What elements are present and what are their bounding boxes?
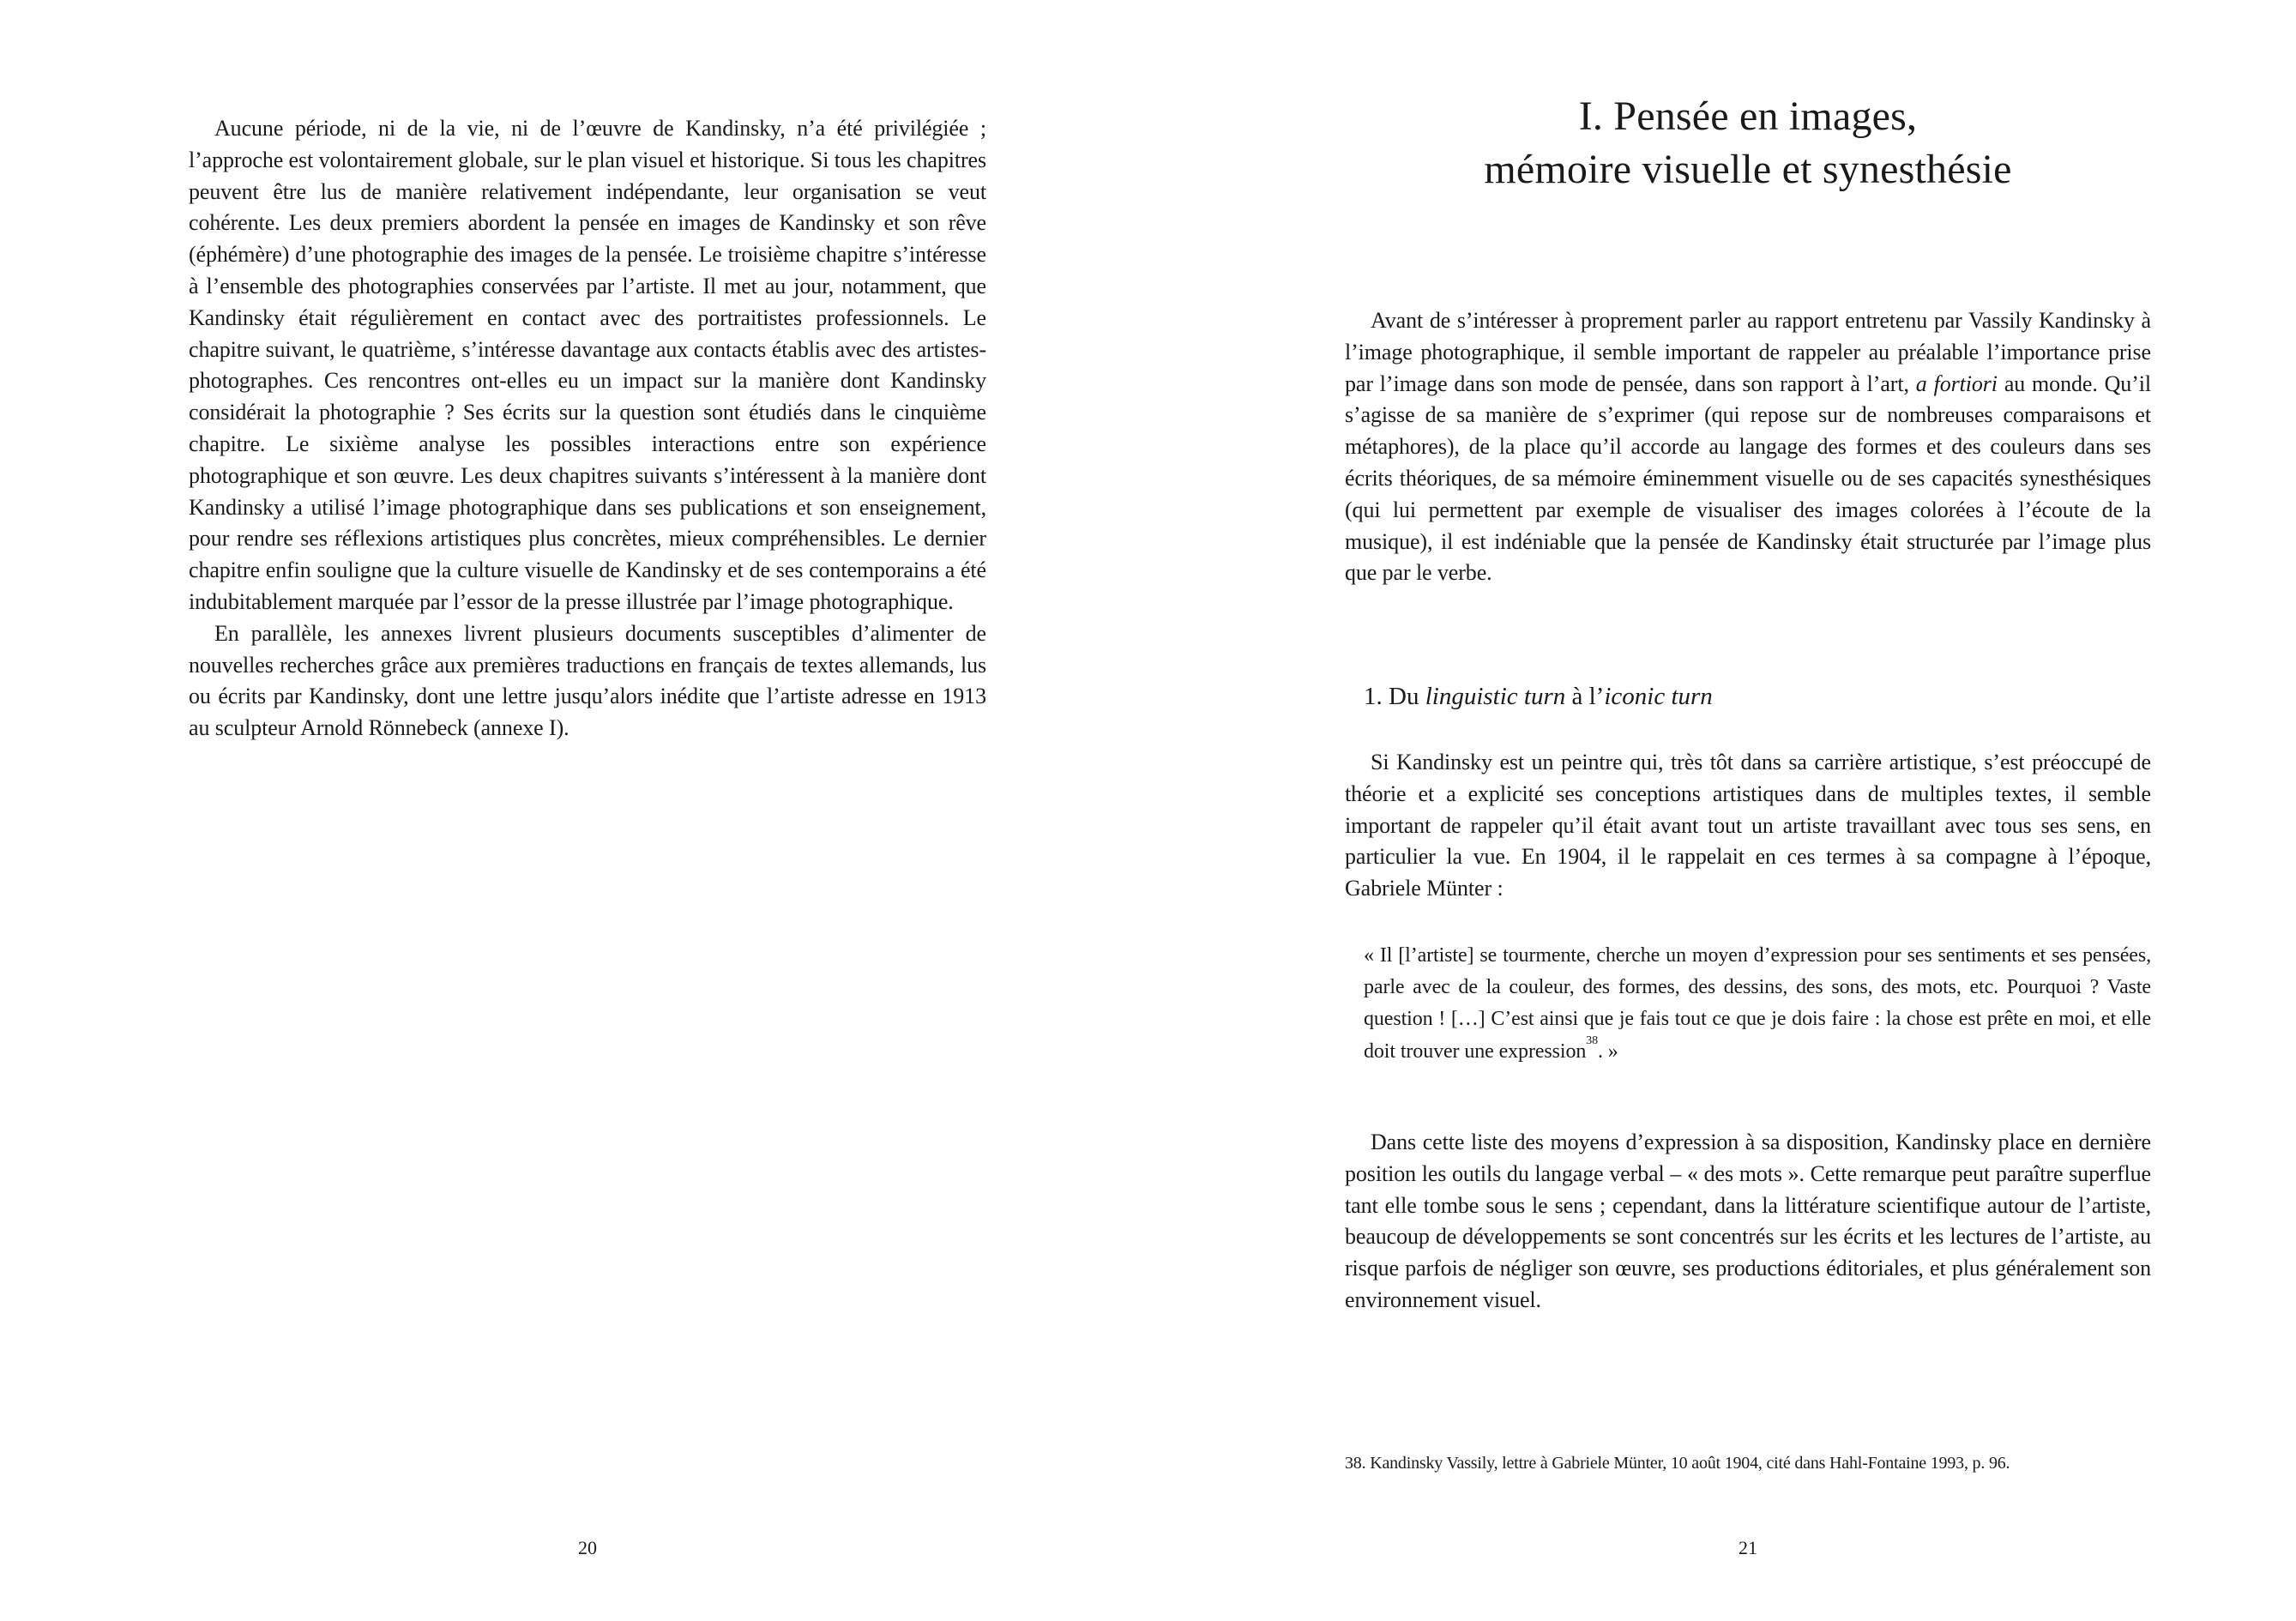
block-quote xyxy=(1364,940,2151,1068)
left-text-block xyxy=(189,113,986,744)
section-heading xyxy=(1345,681,2170,712)
intro-text-before: Avant de s’intéresser à proprement parler au rapport entretenu par Vassily Kandinsky à l’image photographique, il semble important de rappeler au préalable l’importance prise par l’image dans son mode de pensée, dans son rapport à l’art, xyxy=(1345,308,2151,396)
body-paragraph: Aucune période, ni de la vie, ni de l’œuvre de Kandinsky, n’a été privilégiée ; l’approche est volontairement globale, sur le plan visuel et historique. Si tous les chapitres peuvent être lus de manière relativement indépendante, leur organisation se veut cohérente. Les deux premiers abordent la pensée en images de Kandinsky et son rêve (éphémère) d’une photographie des images de la pensée. Le troisième chapitre s’intéresse à l’ensemble des photographies conservées par l’artiste. Il met au jour, notamment, que Kandinsky était régulièrement en contact avec des portraitistes professionnels. Le chapitre suivant, le quatrième, s’intéresse davantage aux contacts établis avec des artistes-photographes. Ces rencontres ont-elles eu un impact sur la manière dont Kandinsky considérait la photographie ? Ses écrits sur la question sont étudiés dans le cinquième chapitre. Le sixième analyse les possibles interactions entre son expérience photographique et son œuvre. Les deux chapitres suivants s’intéressent à la manière dont Kandinsky a utilisé l’image photographique dans ses publications et son enseignement, pour rendre ses réflexions artistiques plus concrètes, mieux compréhensibles. Le dernier chapitre enfin souligne que la culture visuelle de Kandinsky et de ses contemporains a été indubitablement marquée par l’essor de la presse illustrée par l’image photographique. xyxy=(189,116,986,614)
footnote-reference: 38 xyxy=(1586,1034,1598,1048)
body-paragraph: Si Kandinsky est un peintre qui, très tôt dans sa carrière artistique, s’est préoccupé de théorie et a explicité ses conceptions artistiques dans de multiples textes, il semble important de rappeler qu’il était avant tout un artiste travaillant avec tous ses sens, en particulier la vue. En 1904, il le rappelait en ces termes à sa compagne à l’époque, Gabriele Münter : xyxy=(1345,750,2151,901)
intro-italic-a-fortiori: a fortiori xyxy=(1915,371,1998,396)
body-paragraph xyxy=(1345,305,2151,589)
body-paragraph: Dans cette liste des moyens d’expression à sa disposition, Kandinsky place en dernière position les outils du langage verbal – « des mots ». Cette remarque peut paraître superflue tant elle tombe sous le sens ; cependant, dans la littérature scientifique autour de l’artiste, beaucoup de développements se sont concentrés sur les écrits et les lectures de l’artiste, au risque parfois de négliger son œuvre, ses productions éditoriales, et plus généralement son environnement visuel. xyxy=(1345,1130,2151,1312)
section-heading-middle: à l’ xyxy=(1565,683,1605,710)
section-heading-prefix: 1. Du xyxy=(1364,683,1425,710)
chapter-title-line2: mémoire visuelle et synesthésie xyxy=(1484,147,2012,192)
footnote: 38. Kandinsky Vassily, lettre à Gabriele Münter, 10 août 1904, cité dans Hahl-Fontaine 1993, p. 96. xyxy=(1345,1454,2010,1473)
chapter-title-line1: I. Pensée en images, xyxy=(1578,93,1918,139)
page-number-right: 21 xyxy=(1739,1537,1757,1558)
body-paragraph: En parallèle, les annexes livrent plusieurs documents susceptibles d’alimenter de nouvelles recherches grâce aux premières traductions en français de textes allemands, lus ou écrits par Kandinsky, dont une lettre jusqu’alors inédite que l’artiste adresse en 1913 au sculpteur Arnold Rönnebeck (annexe I). xyxy=(189,620,986,741)
page-number-left: 20 xyxy=(578,1537,597,1558)
section-heading-italic-iconic-turn: iconic turn xyxy=(1604,683,1713,710)
page-right xyxy=(1148,0,2296,1621)
quote-text: « Il [l’artiste] se tourmente, cherche un moyen d’expression pour ses sentiments et ses pensées, parle avec de la couleur, des formes, des dessins, des sons, des mots, etc. Pourquoi ? Vaste question ! […] C’est ainsi que je fais tout ce que je dois faire : la chose est prête en moi, et elle doit trouver une expression xyxy=(1364,944,2151,1063)
intro-text-after: au monde. Qu’il s’agisse de sa manière de s’exprimer (qui repose sur de nombreuses comparaisons et métaphores), de la place qu’il accorde au langage des formes et des couleurs dans ses écrits théoriques, de sa mémoire éminemment visuelle ou de ses capacités synesthésiques (qui lui permettent par exemple de visualiser des images colorées à l’écoute de la musique), il est indéniable que la pensée de Kandinsky était structurée par l’image plus que par le verbe. xyxy=(1345,371,2151,586)
quote-suffix: . » xyxy=(1597,1039,1618,1063)
section-heading-italic-linguistic-turn: linguistic turn xyxy=(1425,683,1566,710)
chapter-title xyxy=(1345,90,2151,196)
